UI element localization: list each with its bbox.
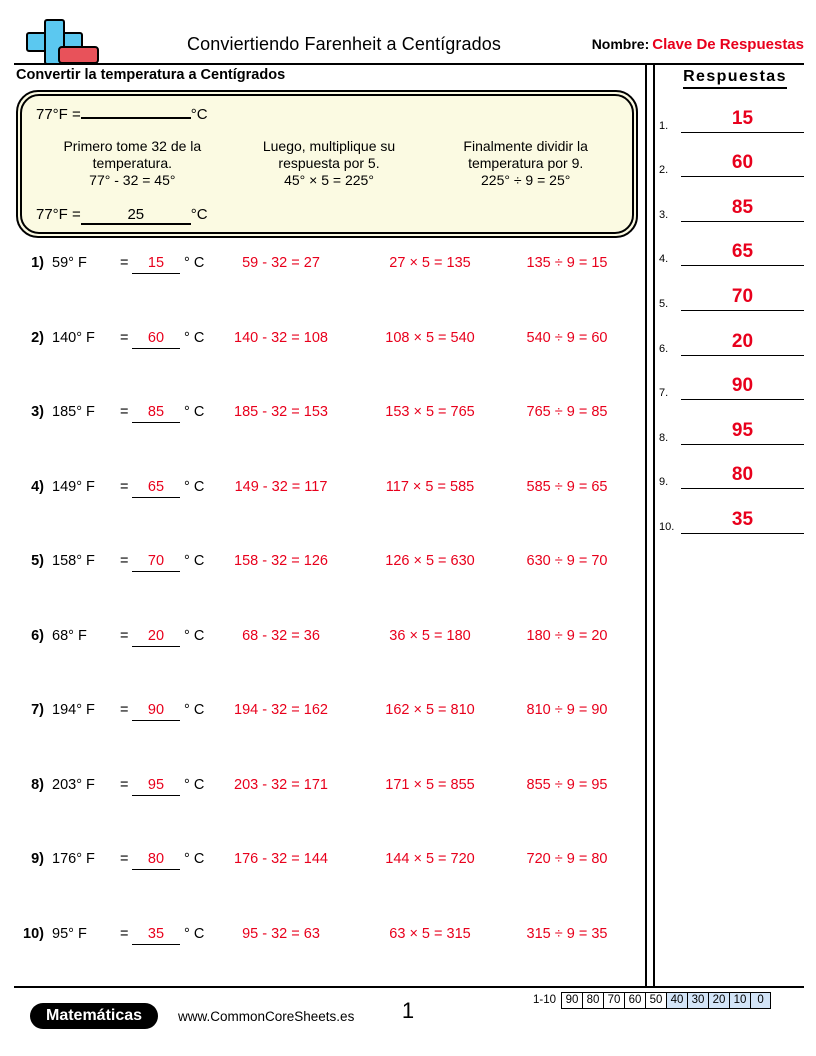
answer-key-rows [659, 89, 804, 535]
example-step-3-line1: Finalmente dividir la [463, 138, 588, 154]
problem-number: 9) [31, 851, 44, 867]
problem-answer-unit: ° C [184, 925, 205, 942]
footer-divider [14, 986, 804, 988]
problem-answer-blank[interactable]: 70 [132, 553, 180, 572]
problem-list [16, 255, 638, 1000]
problem-equals-sign: = [120, 553, 129, 569]
problem-step-3: 855 ÷ 9 = 95 [526, 776, 608, 793]
problem-answer-unit: ° C [184, 851, 205, 867]
answer-key-row [659, 357, 804, 402]
problem-answer-unit: ° C [184, 329, 205, 346]
score-scale-cell: 10 [729, 992, 750, 1009]
problem-row [16, 404, 638, 479]
problem-equals-sign: = [120, 702, 129, 718]
example-step-2 [231, 138, 428, 189]
problem-number: 1) [31, 255, 44, 271]
problem-number: 4) [31, 478, 44, 495]
problem-equals-sign: = [120, 925, 129, 942]
score-scale-cell: 30 [687, 992, 708, 1009]
example-step-2-line1: Luego, multiplique su [262, 138, 396, 154]
problem-answer-blank[interactable]: 90 [132, 702, 180, 721]
problem-equals-sign: = [120, 255, 129, 271]
problem-step-3: 630 ÷ 9 = 70 [526, 553, 608, 569]
problem-step-2: 153 × 5 = 765 [385, 404, 475, 420]
problem-step-1: 149 - 32 = 117 [234, 478, 328, 495]
example-question-line [36, 106, 208, 123]
example-step-3-calc: 225° ÷ 9 = 25° [481, 172, 571, 188]
example-step-1-calc: 77° - 32 = 45° [89, 172, 176, 188]
problem-step-1: 194 - 32 = 162 [234, 702, 328, 718]
score-scale-label: 1-10 [533, 994, 557, 1006]
problem-step-1: 176 - 32 = 144 [234, 851, 328, 867]
score-scale-cell: 40 [666, 992, 687, 1009]
example-answer-line [36, 206, 208, 225]
answer-key-number: 8. [659, 431, 669, 444]
answer-key-value: 20 [731, 330, 754, 352]
answer-key-value: 80 [731, 464, 754, 486]
answer-key-row [659, 223, 804, 268]
problem-equals-sign: = [120, 329, 129, 346]
problem-answer-blank[interactable]: 95 [132, 777, 180, 796]
header-divider [14, 63, 804, 65]
logo-minus-bar [58, 46, 99, 64]
problem-row [16, 553, 638, 628]
answer-key-row [659, 401, 804, 446]
problem-step-2: 27 × 5 = 135 [389, 255, 471, 271]
answer-key-value: 70 [731, 285, 754, 307]
example-question-prefix: 77°F = [36, 106, 81, 123]
score-scale-cell: 60 [624, 992, 645, 1009]
problem-answer-unit: ° C [184, 627, 205, 644]
instruction-text: Convertir la temperatura a Centígrados [16, 67, 286, 83]
brand-badge: Matemáticas [30, 1003, 158, 1029]
problem-step-1: 68 - 32 = 36 [242, 627, 320, 644]
problem-step-1: 140 - 32 = 108 [234, 329, 328, 346]
answer-key-title: Respuestas [683, 68, 787, 89]
problem-step-3: 315 ÷ 9 = 35 [526, 925, 608, 942]
answer-key-number: 7. [659, 387, 669, 400]
problem-number: 2) [31, 329, 44, 346]
answer-key-number: 5. [659, 297, 669, 310]
answer-key-number: 3. [659, 208, 669, 221]
example-step-2-calc: 45° × 5 = 225° [284, 172, 374, 188]
problem-answer-blank[interactable]: 20 [132, 628, 180, 647]
problem-row [16, 255, 638, 330]
problem-row [16, 851, 638, 926]
example-step-1 [34, 138, 231, 189]
problem-step-3: 180 ÷ 9 = 20 [526, 627, 608, 644]
score-scale-cell: 70 [603, 992, 624, 1009]
score-scale [531, 992, 771, 1009]
problem-step-2: 108 × 5 = 540 [385, 329, 475, 346]
problem-step-2: 117 × 5 = 585 [385, 478, 475, 495]
example-question-unit: °C [190, 106, 208, 123]
answer-key-value: 35 [731, 508, 754, 530]
problem-temperature: 185° F [52, 404, 95, 420]
answer-key-row [659, 178, 804, 223]
column-divider [645, 64, 655, 986]
problem-equals-sign: = [120, 404, 129, 420]
answer-key-value: 95 [731, 419, 754, 441]
problem-answer-blank[interactable]: 80 [132, 851, 180, 870]
problem-temperature: 59° F [52, 255, 87, 271]
problem-number: 6) [31, 627, 44, 644]
example-answer-blank[interactable]: 25 [81, 206, 191, 225]
answer-key-value: 65 [731, 241, 754, 263]
problem-temperature: 140° F [52, 329, 95, 346]
example-steps [34, 138, 624, 189]
score-scale-cell: 90 [561, 992, 582, 1009]
score-scale-cell: 50 [645, 992, 666, 1009]
problem-answer-blank[interactable]: 35 [132, 926, 180, 945]
problem-temperature: 194° F [52, 702, 95, 718]
problem-answer-unit: ° C [184, 404, 205, 420]
name-field [592, 36, 804, 53]
answer-key-row [659, 312, 804, 357]
problem-row [16, 926, 638, 1001]
answer-key-value: 60 [731, 152, 754, 174]
problem-step-1: 59 - 32 = 27 [242, 255, 320, 271]
problem-step-1: 185 - 32 = 153 [234, 404, 328, 420]
page-title: Conviertiendo Farenheit a Centígrados [187, 34, 501, 54]
answer-key-number: 4. [659, 253, 669, 266]
score-scale-cell: 80 [582, 992, 603, 1009]
problem-step-3: 810 ÷ 9 = 90 [526, 702, 608, 718]
answer-key-number: 2. [659, 164, 669, 177]
problem-step-1: 95 - 32 = 63 [242, 925, 320, 942]
answer-key-row [659, 446, 804, 491]
page-number: 1 [401, 998, 415, 1023]
problem-step-2: 63 × 5 = 315 [389, 925, 471, 942]
problem-temperature: 68° F [52, 627, 87, 644]
problem-answer-unit: ° C [184, 702, 205, 718]
problem-number: 7) [31, 702, 44, 718]
score-scale-cell: 20 [708, 992, 729, 1009]
problem-temperature: 95° F [52, 925, 87, 942]
score-scale-cell: 0 [750, 992, 771, 1009]
problem-temperature: 158° F [52, 553, 95, 569]
answer-key-number: 6. [659, 342, 669, 355]
problem-step-2: 144 × 5 = 720 [385, 851, 475, 867]
example-step-2-line2: respuesta por 5. [278, 155, 380, 171]
problem-equals-sign: = [120, 851, 129, 867]
problem-answer-blank[interactable]: 60 [132, 330, 180, 349]
answer-key-value: 15 [731, 107, 754, 129]
problem-number: 8) [31, 776, 44, 793]
page-header [14, 16, 804, 62]
problem-row [16, 479, 638, 554]
example-box [16, 90, 638, 238]
problem-equals-sign: = [120, 478, 129, 495]
answer-key-value: 85 [731, 196, 754, 218]
problem-step-1: 203 - 32 = 171 [234, 776, 328, 793]
name-value: Clave De Respuestas [652, 36, 804, 53]
problem-row [16, 702, 638, 777]
problem-step-3: 585 ÷ 9 = 65 [526, 478, 608, 495]
problem-row [16, 777, 638, 852]
problem-answer-unit: ° C [184, 478, 205, 495]
answer-key-row [659, 490, 804, 535]
problem-answer-blank[interactable]: 65 [132, 479, 180, 498]
problem-step-1: 158 - 32 = 126 [234, 553, 328, 569]
example-step-3-line2: temperatura por 9. [468, 155, 584, 171]
example-step-3 [427, 138, 624, 189]
problem-answer-blank[interactable]: 85 [132, 404, 180, 423]
answer-key-row [659, 134, 804, 179]
problem-number: 3) [31, 404, 44, 420]
problem-equals-sign: = [120, 776, 129, 793]
plus-minus-logo-icon [18, 18, 104, 62]
answer-key-value: 90 [731, 375, 754, 397]
problem-step-3: 540 ÷ 9 = 60 [526, 329, 608, 346]
problem-number: 10) [23, 925, 44, 942]
problem-temperature: 176° F [52, 851, 95, 867]
example-step-1-line1: Primero tome 32 de la [63, 138, 202, 154]
problem-temperature: 149° F [52, 478, 95, 495]
problem-number: 5) [31, 553, 44, 569]
answer-key-row [659, 89, 804, 134]
problem-answer-blank[interactable]: 15 [132, 255, 180, 274]
score-scale-cells [561, 992, 771, 1009]
problem-answer-unit: ° C [184, 553, 205, 569]
name-label: Nombre: [591, 36, 650, 52]
answer-key-number: 1. [659, 119, 669, 132]
problem-step-2: 36 × 5 = 180 [389, 627, 471, 644]
problem-step-2: 126 × 5 = 630 [385, 553, 475, 569]
problem-row [16, 628, 638, 703]
problem-step-3: 135 ÷ 9 = 15 [526, 255, 608, 271]
problem-step-3: 720 ÷ 9 = 80 [526, 851, 608, 867]
problem-step-3: 765 ÷ 9 = 85 [526, 404, 608, 420]
example-answer-unit: °C [190, 206, 208, 223]
problem-answer-unit: ° C [184, 776, 205, 793]
problem-equals-sign: = [120, 627, 129, 644]
problem-row [16, 330, 638, 405]
answer-key-number: 10. [659, 520, 675, 533]
problem-step-2: 162 × 5 = 810 [385, 702, 475, 718]
problem-temperature: 203° F [52, 776, 95, 793]
example-step-1-line2: temperatura. [92, 155, 173, 171]
problem-answer-unit: ° C [184, 255, 205, 271]
site-url: www.CommonCoreSheets.es [178, 1009, 355, 1024]
answer-key-row [659, 267, 804, 312]
answer-key-panel [659, 68, 804, 535]
problem-step-2: 171 × 5 = 855 [385, 776, 475, 793]
example-answer-prefix: 77°F = [36, 206, 81, 223]
answer-key-number: 9. [659, 476, 669, 489]
example-question-blank[interactable] [81, 117, 191, 119]
